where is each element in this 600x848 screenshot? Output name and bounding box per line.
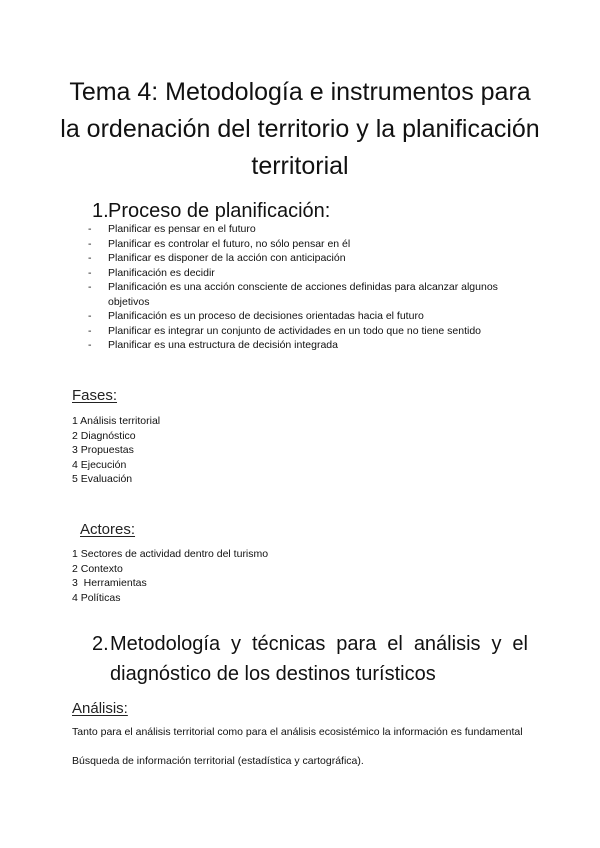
list-item-text: Planificación es decidir xyxy=(108,266,215,279)
list-item: 1 Sectores de actividad dentro del turismo xyxy=(72,548,269,560)
list-item xyxy=(88,266,540,281)
bullet-dash: - xyxy=(88,281,92,293)
list-item xyxy=(88,338,540,353)
list-item: 4 Ejecución xyxy=(72,458,127,471)
list-item-text: Planificar es controlar el futuro, no sólo pensar en él xyxy=(108,237,351,250)
bullet-dash: - xyxy=(88,266,92,279)
list-item: 4 Políticas xyxy=(72,591,121,604)
list-item xyxy=(88,280,540,309)
list-item-text: Planificar es integrar un conjunto de actividades en un todo que no tiene sentido xyxy=(108,324,482,337)
list-item: 2 Contexto xyxy=(72,562,123,575)
list-item xyxy=(88,237,540,252)
list-item-text: Planificar es disponer de la acción con anticipación xyxy=(108,252,346,264)
bullet-dash: - xyxy=(88,324,92,337)
analisis-heading: Análisis: xyxy=(72,700,128,717)
planning-definitions-list xyxy=(88,222,540,353)
list-item: 3 Propuestas xyxy=(72,444,134,457)
list-item xyxy=(88,309,540,324)
list-item xyxy=(88,222,540,237)
bullet-dash: - xyxy=(88,310,92,322)
actores-list xyxy=(72,547,268,605)
list-item: 5 Evaluación xyxy=(72,473,133,486)
section-1-heading xyxy=(92,199,330,223)
actores-heading: Actores: xyxy=(80,521,136,538)
list-item-text: Planificación es una acción consciente de acciones definidas para alcanzar algunos objetivos xyxy=(108,281,498,308)
page-title: Tema 4: Metodología e instrumentos para la ordenación del territorio y la planificación territorial xyxy=(60,78,540,180)
list-item: 2 Diagnóstico xyxy=(72,429,136,442)
list-item-text: Planificación es un proceso de decisiones orientadas hacia el futuro xyxy=(108,310,424,322)
section-2-number: 2. xyxy=(92,633,109,655)
list-item xyxy=(88,251,540,266)
section-1-title: Proceso de planificación: xyxy=(108,200,331,222)
analisis-paragraph: Búsqueda de información territorial (estadística y cartográfica). xyxy=(72,755,364,767)
list-item: 1 Análisis territorial xyxy=(72,415,161,427)
bullet-dash: - xyxy=(88,339,92,351)
bullet-dash: - xyxy=(88,223,92,235)
list-item xyxy=(88,324,540,339)
fases-list xyxy=(72,414,160,487)
list-item-text: Planificar es pensar en el futuro xyxy=(108,223,256,235)
analisis-paragraph: Tanto para el análisis territorial como para el análisis ecosistémico la información es fundamental xyxy=(72,726,523,738)
list-item-text: Planificar es una estructura de decisión integrada xyxy=(108,339,338,351)
bullet-dash: - xyxy=(88,252,92,264)
section-2-heading xyxy=(92,629,528,689)
list-item: 3 Herramientas xyxy=(72,577,147,590)
bullet-dash: - xyxy=(88,237,92,250)
fases-heading: Fases: xyxy=(72,387,118,404)
section-2-title: Metodología y técnicas para el análisis y el diagnóstico de los destinos turísticos xyxy=(110,633,528,685)
section-1-number: 1. xyxy=(92,200,109,222)
